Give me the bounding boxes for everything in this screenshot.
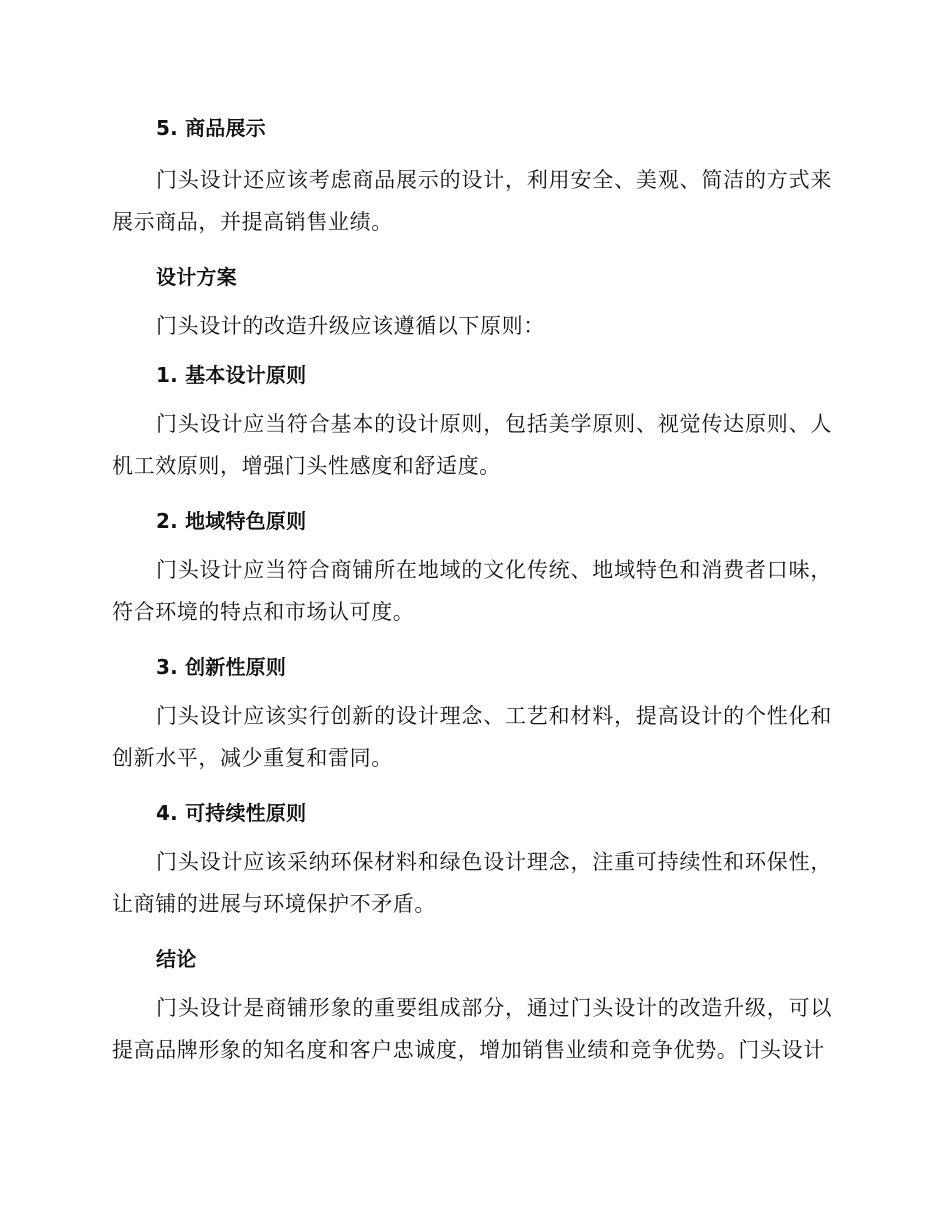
paragraph-sustainability-principle: 门头设计应该采纳环保材料和绿色设计理念，注重可持续性和环保性，让商铺的进展与环境保护不矛盾。	[112, 850, 832, 916]
section-heading-basic-principle: 1. 基本设计原则	[156, 363, 307, 387]
paragraph-regional-principle: 门头设计应当符合商铺所在地域的文化传统、地域特色和消费者口味，符合环境的特点和市场认可度。	[112, 558, 832, 624]
section-heading-product-display: 5. 商品展示	[156, 116, 266, 140]
section-heading-regional-principle: 2. 地域特色原则	[156, 509, 307, 533]
paragraph-conclusion: 门头设计是商铺形象的重要组成部分，通过门头设计的改造升级，可以提高品牌形象的知名度和客户忠诚度，增加销售业绩和竞争优势。门头设计	[112, 996, 832, 1062]
document-page	[112, 108, 832, 1071]
paragraph-innovation-principle: 门头设计应该实行创新的设计理念、工艺和材料，提高设计的个性化和创新水平，减少重复和雷同。	[112, 704, 832, 770]
section-heading-sustainability-principle: 4. 可持续性原则	[156, 801, 307, 825]
paragraph-product-display: 门头设计还应该考虑商品展示的设计，利用安全、美观、简洁的方式来展示商品，并提高销售业绩。	[112, 168, 832, 234]
section-heading-design-plan: 设计方案	[156, 265, 237, 289]
section-heading-conclusion: 结论	[156, 947, 197, 971]
paragraph-design-plan: 门头设计的改造升级应该遵循以下原则：	[156, 314, 545, 338]
paragraph-basic-principle: 门头设计应当符合基本的设计原则，包括美学原则、视觉传达原则、人机工效原则，增强门头性感度和舒适度。	[112, 412, 832, 478]
section-heading-innovation-principle: 3. 创新性原则	[156, 655, 287, 679]
